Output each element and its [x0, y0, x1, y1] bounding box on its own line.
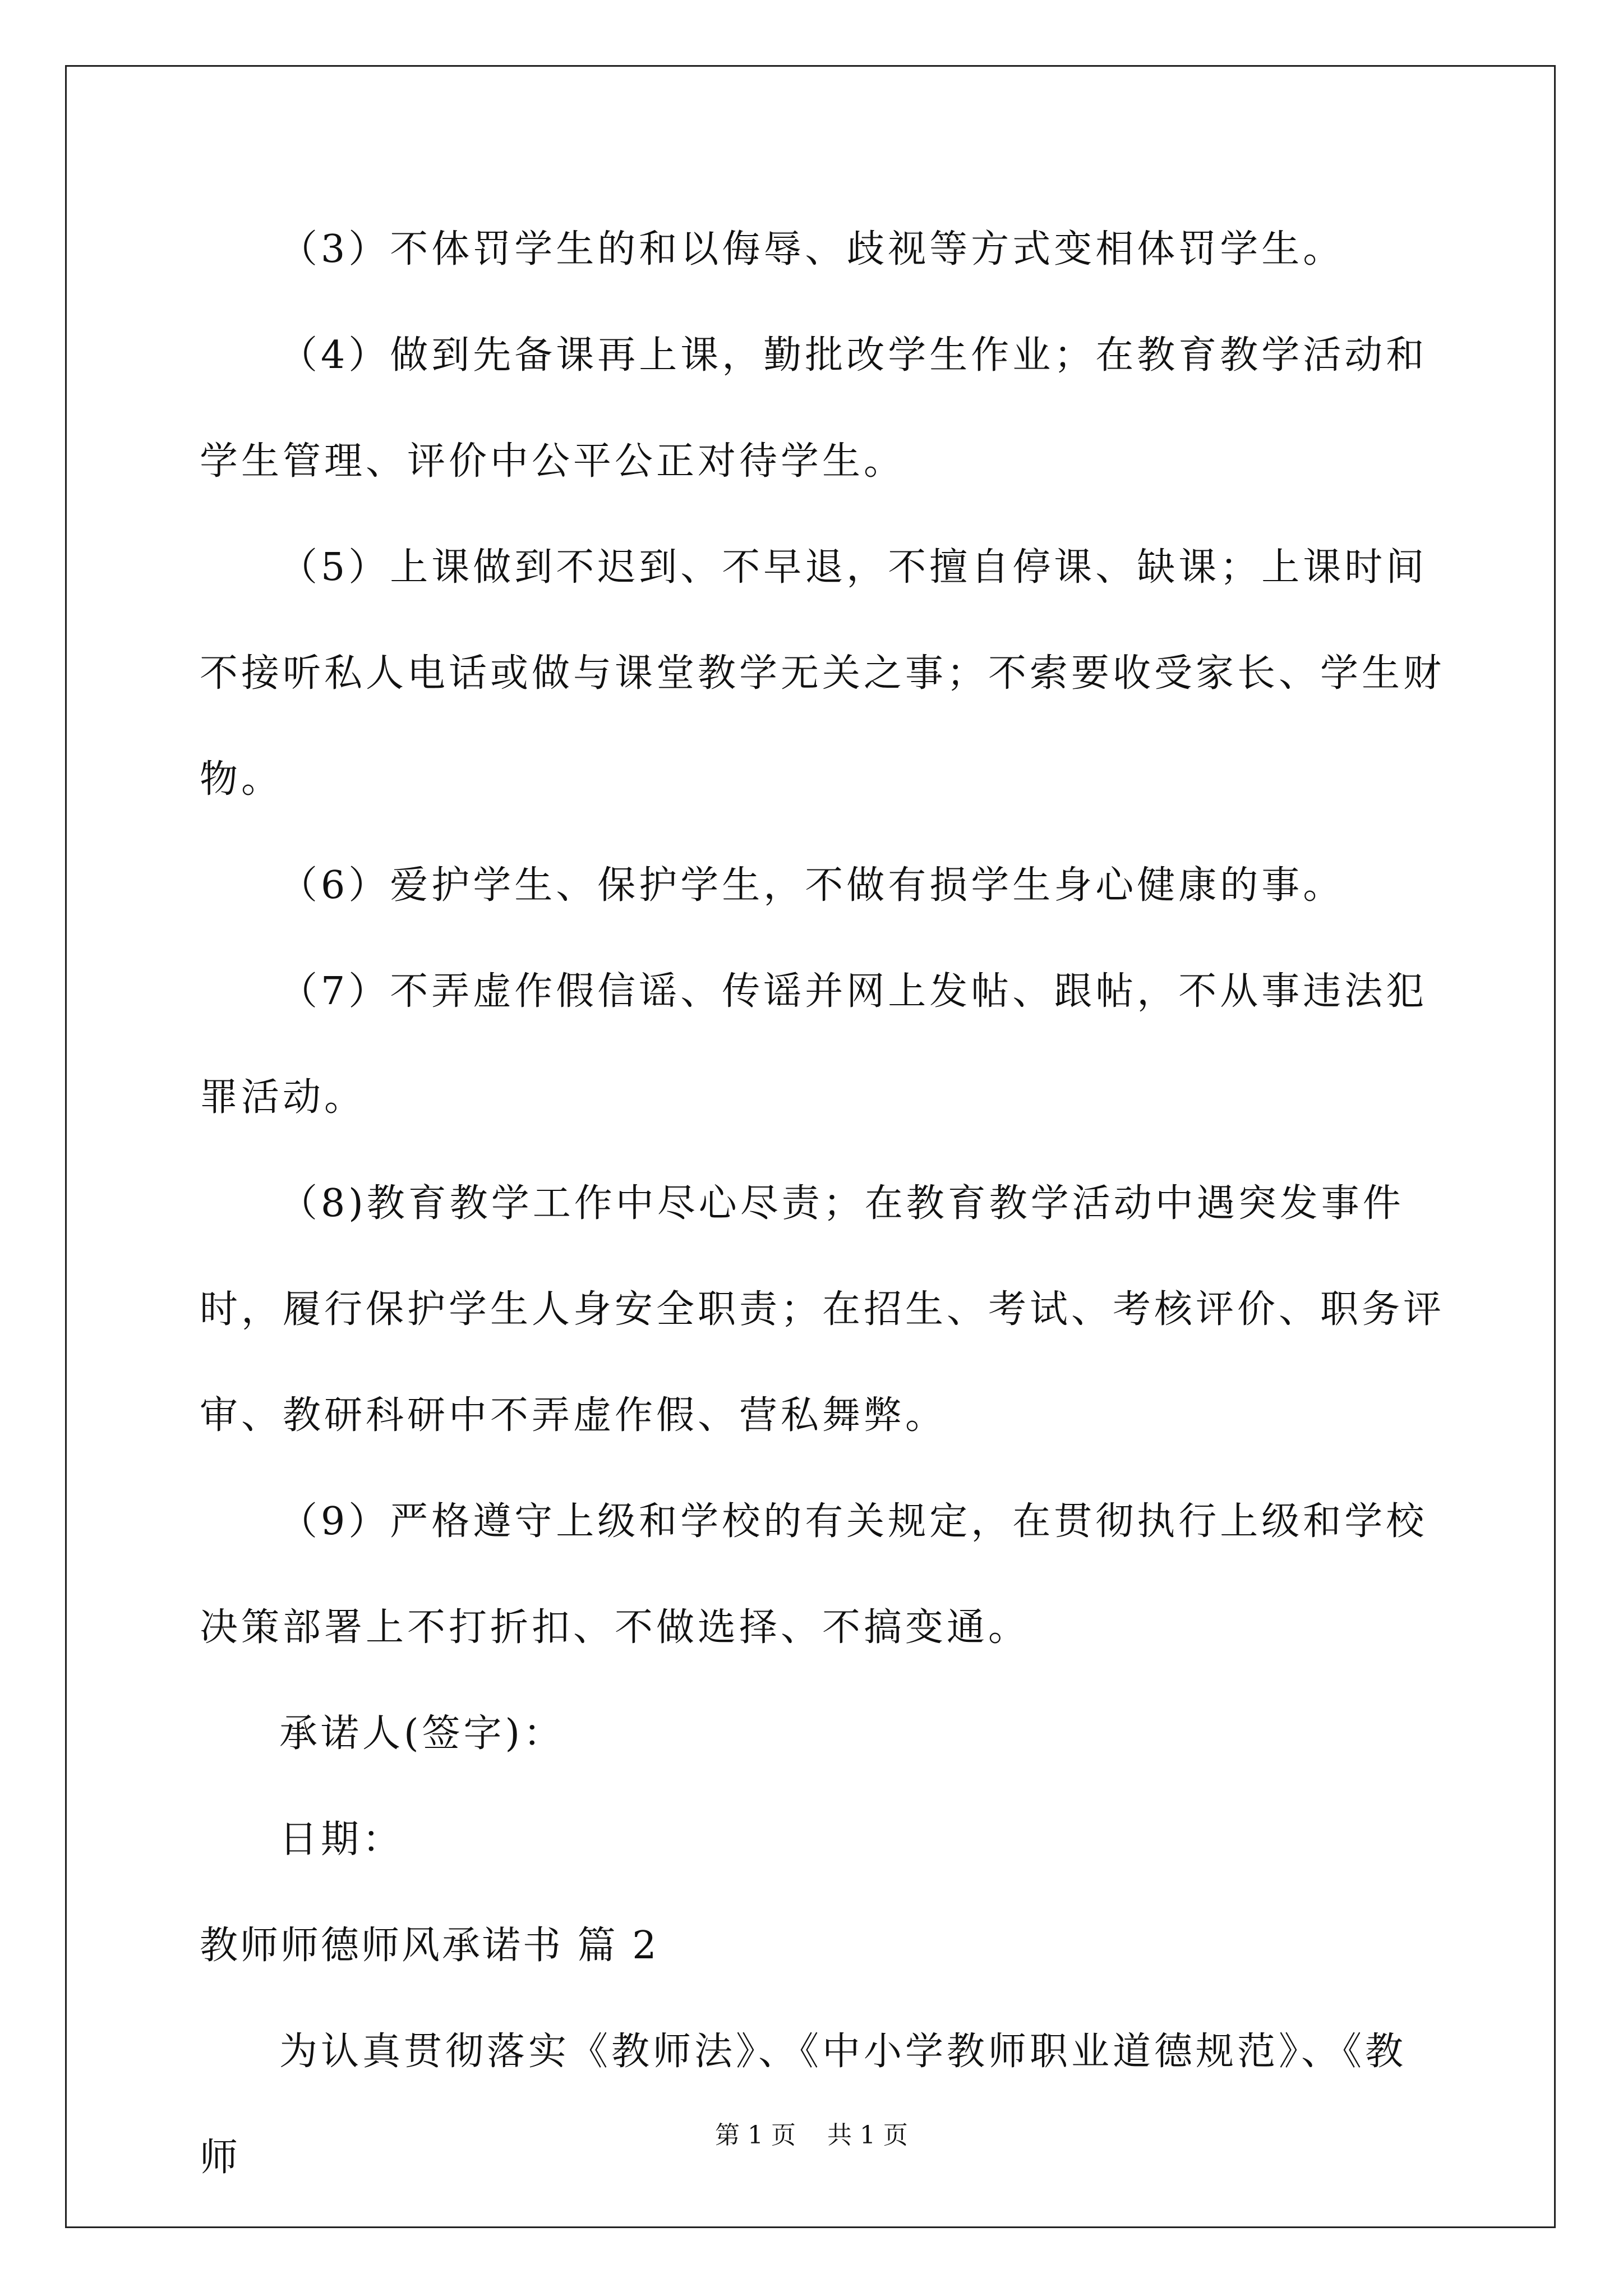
paragraph-item-6: （6）爱护学生、保护学生，不做有损学生身心健康的事。 [279, 863, 1345, 908]
paragraph-item-3: （3）不体罚学生的和以侮辱、歧视等方式变相体罚学生。 [279, 227, 1345, 272]
paragraph-item-4: （4）做到先备课再上课，勤批改学生作业；在教育教学活动和学生管理、评价中公平公正对待学生。 [200, 333, 1428, 484]
document-body [200, 196, 1445, 2211]
signature-line: 承诺人(签字)： [279, 1711, 565, 1756]
paragraph-item-8: （8)教育教学工作中尽心尽责；在教育教学活动中遇突发事件时，履行保护学生人身安全职责；在招生、考试、考核评价、职务评审、教研科研中不弄虚作假、营私舞弊。 [200, 1181, 1445, 1438]
intro-paragraph: 为认真贯彻落实《教师法》、《中小学教师职业道德规范》、《教师 [200, 2030, 1407, 2180]
paragraph-item-5: （5）上课做到不迟到、不早退，不擅自停课、缺课；上课时间不接听私人电话或做与课堂教学无关之事；不索要收受家长、学生财物。 [200, 545, 1445, 802]
date-line: 日期： [279, 1818, 404, 1862]
section-heading: 教师师德师风承诺书 篇 2 [200, 1924, 659, 1968]
paragraph-item-9: （9）严格遵守上级和学校的有关规定，在贯彻执行上级和学校决策部署上不打折扣、不做选择、不搞变通。 [200, 1499, 1428, 1650]
page-number-footer: 第 1 页 共 1 页 [715, 2121, 908, 2150]
paragraph-item-7: （7）不弄虚作假信谣、传谣并网上发帖、跟帖，不从事违法犯罪活动。 [200, 969, 1428, 1120]
